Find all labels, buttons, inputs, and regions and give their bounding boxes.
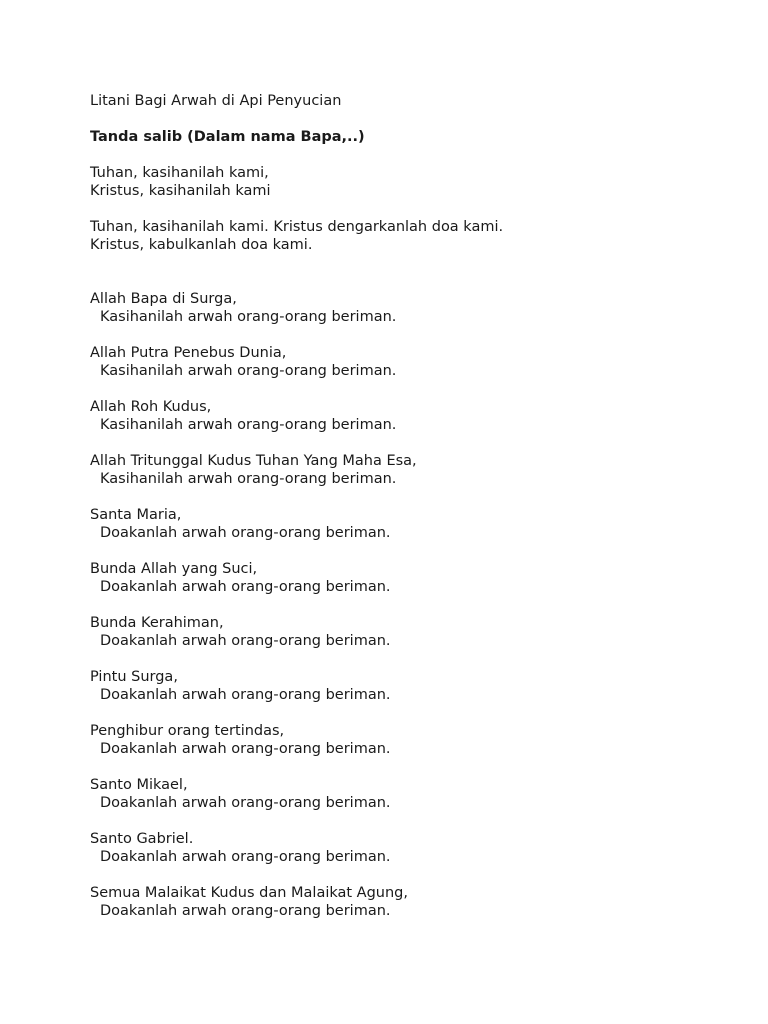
invocation-call: Santo Mikael, — [90, 777, 188, 793]
invocation-call: Allah Roh Kudus, — [90, 399, 212, 415]
invocation-response: Doakanlah arwah orang-orang beriman. — [100, 525, 391, 541]
invocation-response: Kasihanilah arwah orang-orang beriman. — [100, 309, 397, 325]
invocation — [90, 290, 730, 344]
invocation — [90, 884, 730, 920]
invocation-response: Doakanlah arwah orang-orang beriman. — [100, 633, 391, 649]
kyrie-line: Tuhan, kasihanilah kami, — [90, 165, 269, 181]
invocation-response: Kasihanilah arwah orang-orang beriman. — [100, 471, 397, 487]
invocation-response: Doakanlah arwah orang-orang beriman. — [100, 741, 391, 757]
invocation-list — [90, 290, 730, 920]
document-page — [90, 92, 730, 920]
kyrie-line: Kristus, kasihanilah kami — [90, 183, 271, 199]
invocation — [90, 452, 730, 506]
invocation — [90, 722, 730, 776]
invocation — [90, 398, 730, 452]
invocation — [90, 668, 730, 722]
invocation — [90, 506, 730, 560]
invocation-response: Doakanlah arwah orang-orang beriman. — [100, 795, 391, 811]
invocation-response: Kasihanilah arwah orang-orang beriman. — [100, 363, 397, 379]
invocation — [90, 776, 730, 830]
invocation-call: Semua Malaikat Kudus dan Malaikat Agung, — [90, 885, 408, 901]
kyrie-line: Tuhan, kasihanilah kami. Kristus dengarkanlah doa kami. — [90, 219, 504, 235]
invocation-response: Doakanlah arwah orang-orang beriman. — [100, 849, 391, 865]
document-title: Litani Bagi Arwah di Api Penyucian — [90, 93, 342, 109]
invocation-response: Doakanlah arwah orang-orang beriman. — [100, 579, 391, 595]
invocation-call: Santo Gabriel. — [90, 831, 194, 847]
invocation-response: Doakanlah arwah orang-orang beriman. — [100, 687, 391, 703]
invocation-call: Pintu Surga, — [90, 669, 178, 685]
invocation-call: Allah Bapa di Surga, — [90, 291, 237, 307]
invocation-call: Bunda Allah yang Suci, — [90, 561, 258, 577]
invocation — [90, 830, 730, 884]
sign-of-cross-heading: Tanda salib (Dalam nama Bapa,..) — [90, 129, 365, 145]
invocation-response: Doakanlah arwah orang-orang beriman. — [100, 903, 391, 919]
kyrie-line: Kristus, kabulkanlah doa kami. — [90, 237, 313, 253]
invocation-call: Allah Tritunggal Kudus Tuhan Yang Maha Esa, — [90, 453, 417, 469]
invocation-response: Kasihanilah arwah orang-orang beriman. — [100, 417, 397, 433]
invocation-call: Bunda Kerahiman, — [90, 615, 224, 631]
invocation — [90, 560, 730, 614]
invocation — [90, 614, 730, 668]
invocation-call: Santa Maria, — [90, 507, 182, 523]
invocation-call: Allah Putra Penebus Dunia, — [90, 345, 287, 361]
invocation-call: Penghibur orang tertindas, — [90, 723, 285, 739]
invocation — [90, 344, 730, 398]
